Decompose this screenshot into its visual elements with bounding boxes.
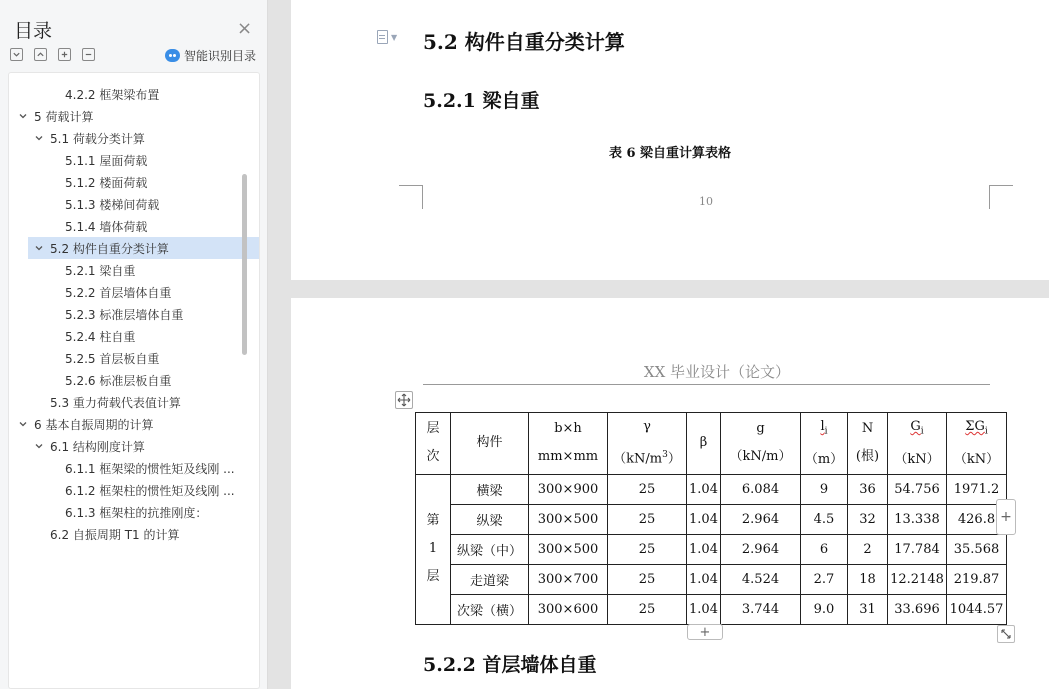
table-cell[interactable]: 54.756 — [888, 474, 947, 504]
table-cell[interactable]: 2.964 — [721, 504, 801, 534]
toc-item-label: 5 荷载计算 — [34, 109, 94, 124]
chevron-down-icon[interactable] — [33, 132, 45, 144]
toc-item-label: 5.2.2 首层墙体自重 — [65, 285, 172, 300]
header-cell[interactable]: γ $(kN/m^3)$ — [608, 413, 687, 475]
table-cell[interactable]: 17.784 — [888, 534, 947, 564]
header-cell[interactable]: $G_i$ （kN） — [888, 413, 947, 475]
table-cell[interactable]: 6 — [801, 534, 848, 564]
page-number: 10 — [699, 195, 713, 208]
toc-item[interactable] — [9, 523, 249, 545]
toc-item-label: 5.2.1 梁自重 — [65, 263, 136, 278]
toc-item-label: 5.1.1 屋面荷载 — [65, 153, 148, 168]
table-cell[interactable]: 25 — [608, 564, 687, 594]
toc-item[interactable] — [9, 281, 249, 303]
table-cell[interactable]: 2.7 — [801, 564, 848, 594]
table-cell[interactable]: 12.2148 — [888, 564, 947, 594]
table-row — [416, 474, 1007, 504]
chevron-down-icon[interactable] — [17, 418, 29, 430]
robot-icon — [165, 49, 180, 62]
header-cell[interactable]: β — [687, 413, 721, 475]
beam-weight-table — [415, 412, 1007, 625]
toc-item-label: 4.2.2 框架梁布置 — [65, 87, 160, 102]
toc-item[interactable] — [9, 215, 249, 237]
table-cell[interactable]: 1.04 — [687, 594, 721, 624]
toc-item[interactable] — [9, 193, 249, 215]
table-row — [416, 534, 1007, 564]
table-cell[interactable]: 走道梁 — [451, 564, 529, 594]
table-cell[interactable]: 2 — [848, 534, 888, 564]
toc-item[interactable] — [9, 347, 249, 369]
table-cell[interactable]: 300×600 — [529, 594, 608, 624]
table-cell[interactable]: 25 — [608, 594, 687, 624]
table-cell[interactable]: 36 — [848, 474, 888, 504]
header-cell[interactable]: 构件 — [451, 413, 529, 475]
table-cell[interactable]: 32 — [848, 504, 888, 534]
header-cell[interactable]: g （kN/m） — [721, 413, 801, 475]
collapse-all-icon[interactable] — [34, 48, 47, 61]
header-cell[interactable]: $l_i$ （m） — [801, 413, 848, 475]
chevron-down-icon[interactable] — [17, 110, 29, 122]
toc-item-label: 5.2.5 首层板自重 — [65, 351, 160, 366]
chevron-down-icon[interactable] — [33, 440, 45, 452]
toc-item[interactable] — [9, 369, 249, 391]
close-icon[interactable]: × — [237, 18, 253, 39]
table-row — [416, 594, 1007, 624]
header-cell[interactable]: b×h mm×mm — [529, 413, 608, 475]
table-cell[interactable]: 300×500 — [529, 504, 608, 534]
toc-item-label: 6.2 自振周期 T1 的计算 — [50, 527, 180, 542]
add-row-button[interactable]: + — [687, 624, 723, 640]
add-column-button[interactable]: + — [996, 499, 1016, 535]
chevron-down-icon[interactable] — [33, 242, 45, 254]
table-cell[interactable]: 1.04 — [687, 474, 721, 504]
table-resize-icon[interactable] — [997, 625, 1015, 643]
table-cell[interactable]: 4.5 — [801, 504, 848, 534]
smart-toc-button[interactable] — [165, 47, 256, 64]
toc-item[interactable] — [9, 479, 249, 501]
section-heading: 5.2 构件自重分类计算 — [423, 30, 625, 54]
table-cell[interactable]: 横梁 — [451, 474, 529, 504]
table-cell[interactable]: 次梁（横） — [451, 594, 529, 624]
subsection-heading: 5.2.2 首层墙体自重 — [423, 654, 597, 676]
toc-scrollbar[interactable] — [242, 174, 247, 355]
toc-item[interactable] — [9, 149, 249, 171]
table-cell[interactable]: 1.04 — [687, 534, 721, 564]
table-cell[interactable]: 9.0 — [801, 594, 848, 624]
toc-spacer — [33, 396, 45, 408]
document-page — [291, 298, 1049, 689]
table-cell[interactable]: 300×700 — [529, 564, 608, 594]
toc-item[interactable] — [9, 105, 249, 127]
toc-item-label: 5.1.4 墙体荷载 — [65, 219, 148, 234]
toc-item[interactable] — [9, 83, 249, 105]
toc-item[interactable] — [9, 303, 249, 325]
toc-item[interactable] — [9, 435, 249, 457]
table-cell[interactable]: 纵梁 — [451, 504, 529, 534]
table-row — [416, 504, 1007, 534]
toc-title: 目录 — [14, 20, 53, 42]
header-cell[interactable]: N (根) — [848, 413, 888, 475]
subsection-heading: 5.2.1 梁自重 — [423, 90, 540, 112]
toc-item-label: 5.1 荷载分类计算 — [50, 131, 145, 146]
table-caption: 表 6 梁自重计算表格 — [608, 146, 732, 161]
toc-item-label: 5.3 重力荷载代表值计算 — [50, 395, 181, 410]
table-row — [416, 564, 1007, 594]
toc-item-label: 6.1 结构刚度计算 — [50, 439, 145, 454]
toc-item[interactable] — [9, 457, 249, 479]
table-cell[interactable]: 1.04 — [687, 504, 721, 534]
header-rule — [423, 384, 990, 385]
toc-item[interactable] — [9, 325, 249, 347]
expand-all-icon[interactable] — [10, 48, 23, 61]
table-cell[interactable]: 18 — [848, 564, 888, 594]
add-entry-icon[interactable] — [58, 48, 71, 61]
toc-list — [8, 72, 260, 689]
table-cell[interactable]: 纵梁（中） — [451, 534, 529, 564]
table-cell[interactable]: 9 — [801, 474, 848, 504]
table-cell[interactable]: 33.696 — [888, 594, 947, 624]
table-cell[interactable]: 1971.2 — [947, 474, 1007, 504]
toc-item-label: 5.1.3 楼梯间荷载 — [65, 197, 160, 212]
toc-item[interactable] — [9, 127, 249, 149]
table-cell[interactable]: 300×500 — [529, 534, 608, 564]
table-cell[interactable]: 426.8 — [947, 504, 1007, 534]
toc-item[interactable] — [9, 413, 249, 435]
toc-item-label: 5.2.3 标准层墙体自重 — [65, 307, 184, 322]
toc-item-label: 6.1.2 框架柱的惯性矩及线刚 ... — [65, 483, 235, 498]
table-cell[interactable]: 25 — [608, 474, 687, 504]
toc-item[interactable] — [9, 171, 249, 193]
table-cell[interactable]: 25 — [608, 534, 687, 564]
table-cell[interactable]: 25 — [608, 504, 687, 534]
table-cell[interactable]: 13.338 — [888, 504, 947, 534]
table-cell[interactable]: 300×900 — [529, 474, 608, 504]
running-header: XX 毕业设计（论文） — [643, 363, 791, 381]
table-cell[interactable]: 3.744 — [721, 594, 801, 624]
document-page — [291, 0, 1049, 280]
document-options-icon[interactable]: ▼ — [377, 30, 397, 44]
header-cell[interactable]: $\Sigma G_i$ （kN） — [947, 413, 1007, 475]
toc-item[interactable] — [9, 391, 249, 413]
toc-item-label: 5.1.2 楼面荷载 — [65, 175, 148, 190]
toc-sidebar — [0, 0, 268, 689]
table-cell[interactable]: 4.524 — [721, 564, 801, 594]
toc-item-label: 6 基本自振周期的计算 — [34, 417, 154, 432]
table-cell[interactable]: 35.568 — [947, 534, 1007, 564]
toc-item-label: 5.2.4 柱自重 — [65, 329, 136, 344]
toc-item-label: 6.1.1 框架梁的惯性矩及线刚 ... — [65, 461, 235, 476]
header-cell[interactable]: 层 次 — [416, 413, 451, 475]
remove-entry-icon[interactable] — [82, 48, 95, 61]
smart-toc-label: 智能识别目录 — [184, 49, 257, 63]
toc-item[interactable] — [28, 237, 260, 259]
toc-item-label: 6.1.3 框架柱的抗推刚度： — [65, 505, 208, 520]
table-cell[interactable]: 219.87 — [947, 564, 1007, 594]
table-header-row — [416, 413, 1007, 475]
table-cell[interactable]: 31 — [848, 594, 888, 624]
toc-spacer — [33, 528, 45, 540]
toc-item-label: 5.2 构件自重分类计算 — [50, 241, 169, 256]
toc-item[interactable] — [9, 259, 249, 281]
table-cell[interactable]: 1044.57 — [947, 594, 1007, 624]
document-area — [269, 0, 1049, 689]
table-cell[interactable]: 1.04 — [687, 564, 721, 594]
table-move-icon[interactable] — [395, 391, 413, 409]
toc-item[interactable] — [9, 501, 249, 523]
toc-item-label: 5.2.6 标准层板自重 — [65, 373, 172, 388]
table-cell[interactable]: 2.964 — [721, 534, 801, 564]
floor-cell[interactable]: 第 1 层 — [416, 474, 451, 624]
table-cell[interactable]: 6.084 — [721, 474, 801, 504]
